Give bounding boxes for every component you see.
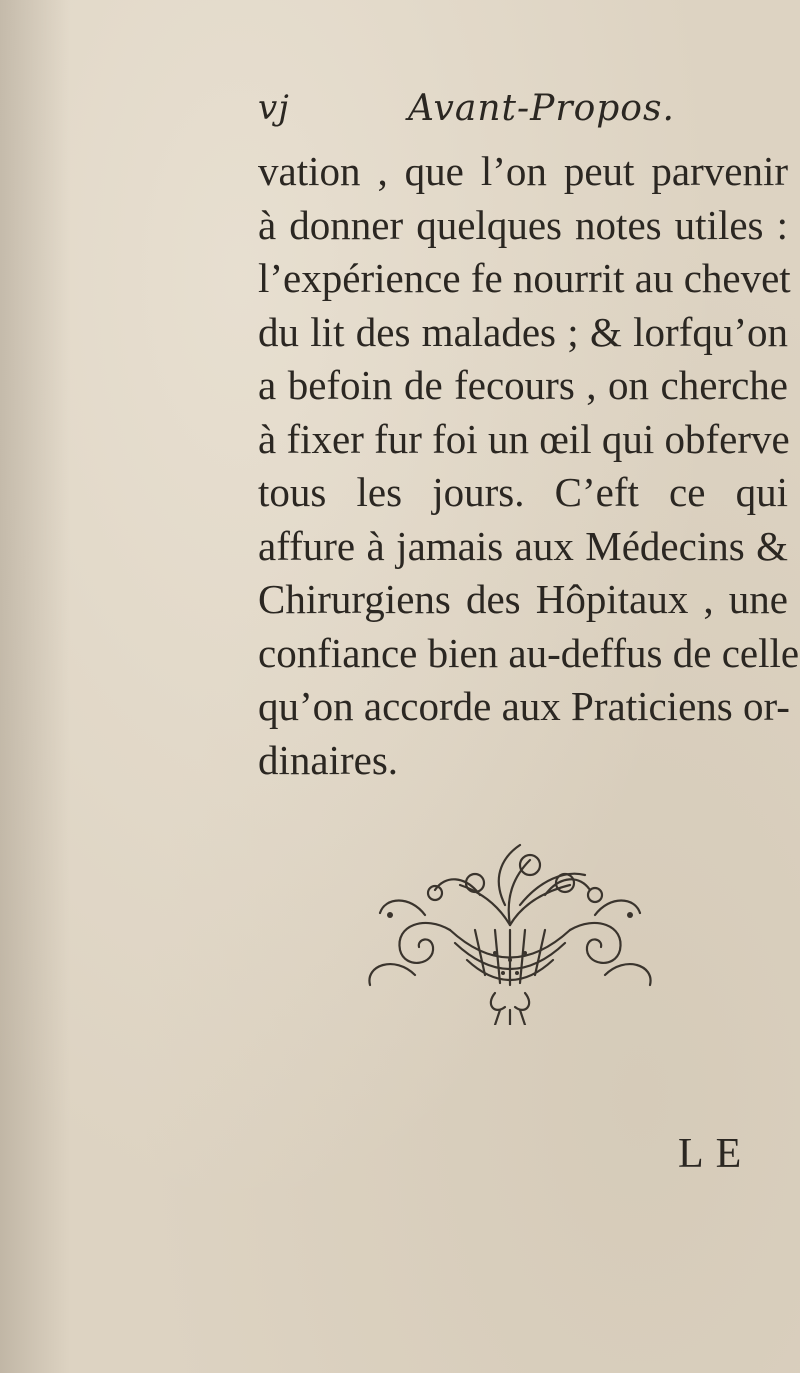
text-line: qu’on accorde aux Praticiens or- [258, 683, 790, 729]
body-text [258, 145, 800, 787]
running-head: Avant-Propos. [408, 88, 675, 129]
text-line: du lit des malades ; & lorfqu’on [258, 308, 788, 355]
text-line: affure à jamais aux Médecins & [258, 522, 788, 569]
text-line: l’expérience fe nourrit au chevet [258, 255, 791, 301]
text-line: vation , que l’on peut parvenir [258, 148, 788, 194]
text-line: à donner quelques notes utiles : [258, 201, 788, 248]
text-line: a befoin de fecours , on cherche [258, 362, 788, 408]
text-line: à fixer fur foi un œil qui obferve [258, 415, 790, 462]
page-header [258, 88, 778, 138]
text-line: Chirurgiens des Hôpitaux , une [258, 576, 788, 622]
text-line: confiance bien au-deffus de celle [258, 629, 800, 676]
text-line: dinaires. [258, 736, 399, 783]
page-gutter-shadow [0, 0, 70, 1373]
text-line: tous les jours. C’eft ce qui [258, 469, 788, 515]
page-number: vj [258, 88, 290, 128]
floral-vignette-icon [355, 835, 665, 1025]
catchword: LE [678, 1131, 754, 1177]
